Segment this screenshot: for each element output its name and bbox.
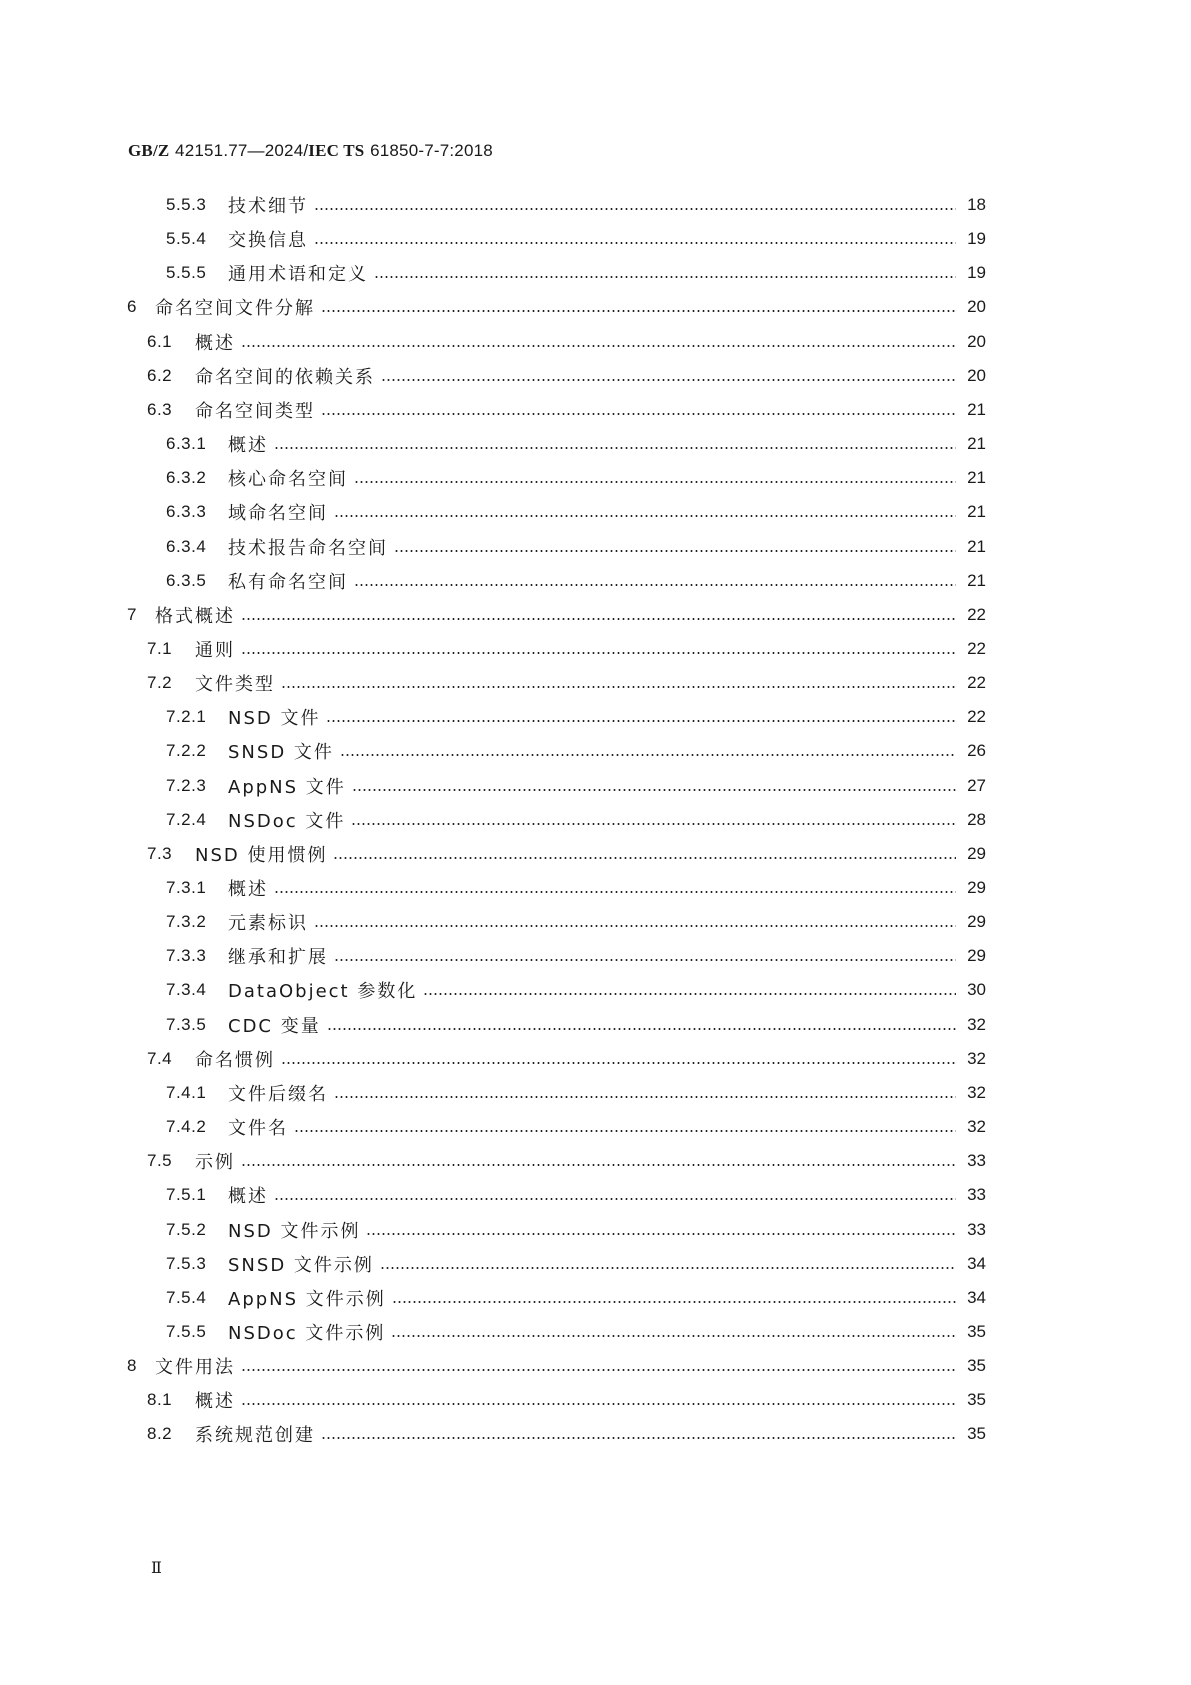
toc-entry-title: AppNS 文件 [228,776,346,798]
toc-entry-title: 概述 [228,879,268,900]
toc-entry-number: 7.3.5 [166,1014,207,1034]
toc-entry-title: 命名惯例 [195,1049,275,1071]
toc-entry[interactable] [166,704,986,730]
toc-entry-page: 20 [967,331,986,351]
toc-entry-title: 概述 [195,1391,235,1413]
toc-dot-leader [321,309,956,313]
toc-entry-title: CDC 变量 [228,1015,321,1037]
toc-entry-number: 8 [127,1356,137,1376]
toc-entry-page: 22 [967,604,986,624]
toc-entry-number: 7.1 [147,638,173,658]
toc-entry-page: 20 [967,297,986,317]
toc-entry[interactable] [166,226,986,252]
toc-entry-number: 7.2.4 [166,809,207,829]
toc-dot-leader [333,856,956,860]
toc-entry[interactable] [166,192,986,218]
toc-entry-number: 6.3 [147,399,173,419]
document-header [128,141,493,161]
toc-entry-page: 34 [967,1253,986,1273]
toc-dot-leader [314,924,956,928]
toc-entry-page: 22 [967,707,986,727]
toc-entry-title: SNSD 文件 [228,742,334,764]
toc-entry-title: 通用术语和定义 [228,264,368,286]
toc-entry-title: NSD 文件示例 [228,1220,361,1242]
toc-entry-number: 5.5.3 [166,195,207,214]
toc-entry-title: AppNS 文件示例 [228,1288,386,1310]
toc-entry-title: 命名空间的依赖关系 [195,366,375,388]
toc-entry-number: 7.5.5 [166,1321,207,1341]
toc-dot-leader [354,583,956,587]
toc-entry[interactable] [147,1387,986,1413]
toc-dot-leader [274,446,956,450]
toc-entry[interactable] [166,568,986,594]
toc-entry-title: 继承和扩展 [228,947,328,969]
toc-entry-page: 22 [967,673,986,693]
toc-entry[interactable] [166,260,986,286]
toc-entry-number: 6.3.4 [166,536,207,556]
toc-entry-number: 6.1 [147,331,173,351]
toc-entry-number: 7.3.1 [166,878,207,897]
toc-entry-page: 29 [967,912,986,932]
toc-entry[interactable] [147,1046,986,1072]
toc-entry-number: 7.4.2 [166,1117,207,1137]
toc-entry-page: 20 [967,365,986,385]
toc-entry-number: 5.5.4 [166,229,207,249]
toc-entry-title: 元素标识 [228,913,308,935]
toc-entry-page: 22 [967,638,986,658]
toc-entry[interactable] [166,499,986,525]
toc-entry[interactable] [166,909,986,935]
toc-dot-leader [380,1266,956,1270]
toc-entry[interactable] [166,431,986,457]
page-number: Ⅱ [151,1560,162,1577]
toc-entry-title: 概述 [195,332,235,354]
toc-entry-title: NSD 文件 [228,708,321,730]
toc-entry-number: 6.3.2 [166,468,207,488]
toc-entry-number: 7.5.3 [166,1253,207,1273]
toc-dot-leader [394,549,956,553]
toc-entry-title: NSDoc 文件 [228,810,346,832]
toc-dot-leader [354,480,956,484]
header-iec-number: 61850-7-7:2018 [370,141,493,160]
toc-dot-leader [392,1300,956,1304]
toc-entry-number: 7.5.1 [166,1185,207,1205]
toc-entry-page: 35 [967,1356,986,1376]
toc-entry-title: 文件用法 [155,1357,235,1379]
toc-entry-title: 文件名 [228,1118,288,1140]
toc-entry-title: DataObject 参数化 [228,981,418,1003]
toc-entry-page: 21 [967,570,986,590]
toc-dot-leader [314,207,956,211]
toc-entry[interactable] [166,465,986,491]
toc-dot-leader [391,1334,956,1338]
toc-entry-number: 7.4 [147,1048,173,1068]
toc-entry-page: 33 [967,1219,986,1239]
toc-entry[interactable] [147,1148,986,1174]
toc-entry[interactable] [166,977,986,1003]
toc-entry-number: 8.1 [147,1390,173,1410]
toc-entry-number: 6.3.5 [166,570,207,590]
toc-entry[interactable] [147,397,986,423]
toc-entry-page: 21 [967,399,986,419]
toc-dot-leader [423,992,956,996]
toc-entry-title: NSDoc 文件示例 [228,1322,386,1344]
toc-entry[interactable] [166,773,986,799]
toc-entry-title: 格式概述 [155,605,235,627]
toc-dot-leader [326,719,956,723]
toc-entry[interactable] [147,329,986,355]
toc-entry-page: 27 [967,775,986,795]
toc-entry-page: 21 [967,468,986,488]
toc-entry[interactable] [166,1251,986,1277]
toc-entry[interactable] [147,1421,986,1447]
toc-entry-title: 概述 [228,435,268,457]
toc-entry[interactable] [166,1012,986,1038]
toc-entry-page: 35 [967,1321,986,1341]
toc-dot-leader [327,1027,956,1031]
toc-entry[interactable] [127,602,986,628]
toc-entry-title: 核心命名空间 [228,469,348,491]
toc-entry-number: 6.3.3 [166,502,207,522]
toc-entry-title: 私有命名空间 [228,571,348,593]
toc-dot-leader [241,344,956,348]
header-standard-number: 42151.77—2024/ [175,141,309,160]
toc-dot-leader [334,514,956,518]
toc-entry[interactable] [166,1217,986,1243]
toc-entry[interactable] [147,636,986,662]
toc-entry-number: 6.2 [147,365,173,385]
toc-entry-number: 7.5.4 [166,1287,207,1307]
toc-entry-title: 技术报告命名空间 [228,537,388,559]
toc-entry-title: 技术细节 [228,196,308,217]
toc-dot-leader [321,412,956,416]
toc-entry-page: 21 [967,502,986,522]
toc-entry-page: 21 [967,536,986,556]
toc-entry[interactable] [166,1182,986,1208]
toc-entry[interactable] [166,738,986,764]
toc-dot-leader [241,651,956,655]
toc-dot-leader [314,241,956,245]
toc-entry-number: 7 [127,604,137,624]
toc-entry[interactable] [147,670,986,696]
toc-entry-title: SNSD 文件示例 [228,1254,374,1276]
toc-entry-number: 7.2.1 [166,707,207,727]
toc-entry[interactable] [166,534,986,560]
toc-entry[interactable] [166,807,986,833]
toc-entry-title: 文件类型 [195,674,275,696]
toc-entry-page: 26 [967,741,986,761]
toc-dot-leader [381,378,956,382]
toc-dot-leader [340,753,956,757]
toc-entry-page: 34 [967,1287,986,1307]
toc-entry-number: 6.3.1 [166,434,207,454]
toc-entry-number: 7.2.2 [166,741,207,761]
toc-entry-number: 7.3.3 [166,946,207,966]
toc-entry-page: 33 [967,1185,986,1205]
toc-entry[interactable] [127,294,986,320]
toc-dot-leader [334,1095,956,1099]
toc-dot-leader [321,1436,956,1440]
toc-entry-number: 7.2 [147,673,173,693]
toc-entry[interactable] [166,1285,986,1311]
toc-dot-leader [281,685,956,689]
toc-dot-leader [374,275,956,279]
toc-dot-leader [241,617,956,621]
toc-entry[interactable] [166,875,986,901]
toc-dot-leader [334,958,956,962]
toc-entry[interactable] [127,1353,986,1379]
toc-entry-title: 交换信息 [228,230,308,252]
toc-dot-leader [241,1368,956,1372]
toc-entry-page: 30 [967,980,986,1000]
toc-dot-leader [241,1163,956,1167]
toc-entry-title: 命名空间文件分解 [155,298,315,320]
toc-entry-page: 29 [967,878,986,897]
toc-entry-title: 域命名空间 [228,503,328,525]
toc-dot-leader [274,1197,956,1201]
toc-entry-page: 32 [967,1082,986,1102]
toc-entry-page: 35 [967,1424,986,1444]
toc-entry-title: 命名空间类型 [195,400,315,422]
toc-entry-page: 29 [967,843,986,863]
toc-entry[interactable] [147,841,986,867]
toc-entry-page: 32 [967,1014,986,1034]
toc-dot-leader [241,1402,956,1406]
toc-entry-number: 8.2 [147,1424,173,1444]
toc-entry-number: 7.3.4 [166,980,207,1000]
toc-entry-number: 7.2.3 [166,775,207,795]
toc-entry-page: 19 [967,229,986,249]
header-iec: IEC TS [308,141,365,160]
toc-entry-title: 通则 [195,639,235,661]
toc-entry-number: 6 [127,297,137,317]
toc-entry-page: 21 [967,434,986,454]
toc-entry-page: 32 [967,1048,986,1068]
toc-entry-title: 系统规范创建 [195,1425,315,1447]
toc-entry-title: 示例 [195,1152,235,1174]
toc-dot-leader [352,788,956,792]
toc-entry-number: 7.5.2 [166,1219,207,1239]
toc-dot-leader [281,1061,956,1065]
header-gb: GB/Z [128,141,170,160]
toc-dot-leader [351,822,956,826]
toc-entry-page: 29 [967,946,986,966]
toc-dot-leader [366,1232,956,1236]
toc-dot-leader [294,1129,956,1133]
toc-entry-page: 28 [967,809,986,829]
toc-entry[interactable] [166,1080,986,1106]
toc-entry-title: 概述 [228,1186,268,1208]
toc-entry-page: 32 [967,1117,986,1137]
toc-entry-page: 18 [967,195,986,214]
toc-entry[interactable] [166,1114,986,1140]
toc-entry-number: 5.5.5 [166,263,207,283]
toc-entry-number: 7.3.2 [166,912,207,932]
toc-entry-title: 文件后缀名 [228,1083,328,1105]
toc-entry[interactable] [166,943,986,969]
toc-entry-page: 19 [967,263,986,283]
toc-entry-number: 7.3 [147,843,173,863]
toc-entry[interactable] [166,1319,986,1345]
toc-entry-number: 7.4.1 [166,1082,207,1102]
toc-entry[interactable] [147,363,986,389]
toc-entry-number: 7.5 [147,1151,173,1171]
toc-dot-leader [274,890,956,894]
toc-entry-page: 33 [967,1151,986,1171]
toc-entry-title: NSD 使用惯例 [195,844,328,866]
toc-entry-page: 35 [967,1390,986,1410]
